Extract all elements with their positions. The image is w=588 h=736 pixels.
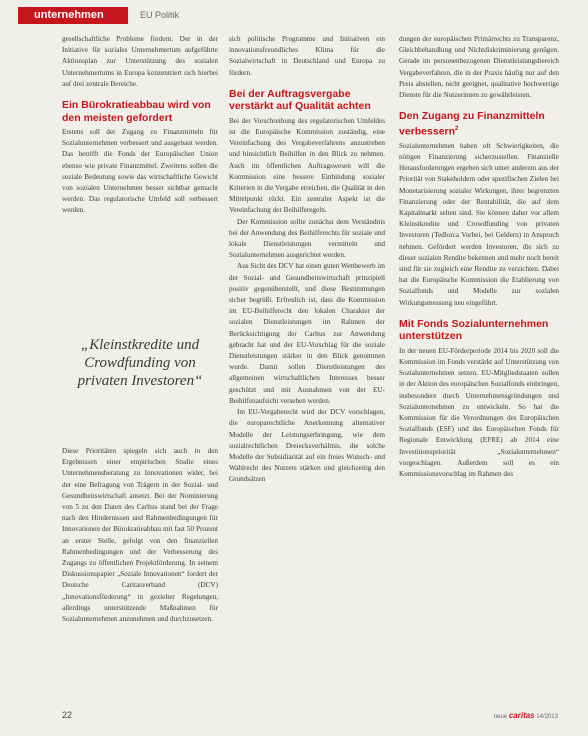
subheading-text: Den Zugang zu Finanzmitteln verbessern bbox=[399, 110, 545, 138]
paragraph: Sozialunternehmen haben oft Schwierigkeiten, die nötigen Finanzierung sicherzustellen. Finanzielle Herausforderungen ergeben sich unter anderem aus der Priorität von Stakeholdern oder spezifischen Zielen bei Monetarisierung sozialer Wirkungen, ihrer begrenzten Finanzierung oder der Rentabilität, die auf dem Kapitalmarkt selten sind. Sie können daher vor allem Kleinstkredite und Crowdfunding von privaten Investoren (Tedlorca Vorbei, bei Geldern) in Anspruch nehmen. Gefördert werden Investoren, die sich zu dieser sozialen Rendite bekennen und mehr noch bereit sind für sie zugleich eine Rendite zu verzichten. Dabei hat die Europäische Kommission die Etablierung von Sozialfonds und Modelle zur sozialen Wirkungsmessung neu eingeführt. bbox=[399, 141, 559, 307]
paragraph: Der Kommission sollte zunächst dem Verständnis bei der Anwendung des Beihilferechts für soziale und lokale Dienstleistungen vermitteln und Sozialunternehmen ausgerichtet werden. bbox=[229, 217, 385, 260]
column-2 bbox=[229, 34, 385, 486]
paragraph: dungen der europäischen Primärrechts zu Transparenz, Gleichbehandlung und Nichtdiskriminierung genügen. Gerade im personenbezogenen Dienstleistungsbereich Vergabeverfahren, die in der Praxis häufig nur auf den Preis abstellen, nicht geeignet, qualitative hochwertige Dienste für die Nutzerinnen zu gewährleisten. bbox=[399, 35, 559, 100]
paragraph: Erstens soll der Zugang zu Finanzmitteln für Sozialunternehmen verbessert und ausgebaut werden. Das betrifft die Fonds der Europäischen Union ebenso wie private Finanzmittel. Zweitens sollen die soziale Bedeutung sowie das wirtschaftliche Gewicht von sozialen Unternehmen besser sichtbar gemacht werden. Das regulatorische Umfeld soll verbessert werden. bbox=[62, 128, 218, 215]
paragraph: gesellschaftliche Probleme fördern. Der in der Initiative für soziales Unternehmertum aufgeführte Aktionsplan zur Unterstützung des sozialen Unternehmertums in Europa konzentriert sich hierbei auf drei zentrale Bereiche. bbox=[62, 35, 218, 88]
paragraph: Bei der Vorschreibung des regulatorischen Umfeldes ist die Europäische Kommission zuständig, eine Vereinfachung des Vergabeverfahrens anzustreben und hinsichtlich Beihilfen in den Blick zu nehmen. Auch im öffentlichen Auftragswesen will die Kommission eine bessere Einbindung sozialer Kriterien in die Vergabe erreichen, die Qualität in den Mittelpunkt rückt. Ein zentraler Aspekt ist die Vereinfachung der Beihilferegeln. bbox=[229, 116, 385, 215]
footnote-marker: 2 bbox=[455, 125, 459, 132]
paragraph: Diese Prioritäten spiegeln sich auch in den Ergebnissen einer empirischen Studie eines Unternehmensberatung zu Innovationen wider, bei der eine Befragung von Trägern in der Sozial- und Gesundheitswirtschaft ansetzt. Bei der Nominierung von 5 zu den Daten des Carltus stand bei der Frage nach den Hindernissen und Rahmenbedingungen für Innovationen der Bürokratieabbau mit fast 50 Prozent an erster Stelle, gefolgt von den finanziellen Rahmenbedingungen und der Verbesserung des Zugangs zu öffentlichen Projektförderung. In seinem Diskussionspapier „Soziale Innovationen“ fordert der Deutsche Caritasverband (DCV) „Innovationsförderung“ in gezielter Regelungen, allerdings unterstützende Maßnahmen für Sozialunternehmen anzunehmen und durchzusetzen. bbox=[62, 447, 218, 624]
subheading: Mit Fonds Sozialunternehmen unterstützen bbox=[399, 317, 549, 343]
subheading: Bei der Auftragsvergabe verstärkt auf Qualität achten bbox=[229, 87, 371, 113]
magazine-info bbox=[494, 711, 558, 720]
issue-number: 14/2013 bbox=[536, 714, 558, 720]
subheading: Ein Bürokratieabbau wird von den meisten gefordert bbox=[62, 99, 211, 124]
section-tab: unternehmen bbox=[18, 7, 128, 24]
paragraph: sich politische Programme und Initiativen ein innovationsfreundliches Klima für die Sozialwirtschaft in Deutschland und Europa zu fördern. bbox=[229, 35, 385, 77]
subheading bbox=[399, 110, 559, 138]
paragraph: Im EU-Vergaberecht wird der DCV vorschlagen, die europarechtliche Anerkennung alternativer Modelle der Leistungserbringung, wie dem sozialrechtlichen Dreiecksverhältnis, die solche Modelle der Subsidiarität auf ein freies Wunsch- und Wahlrecht des Nutzers stärken und gleichzeitig den Grundsätzen bbox=[229, 408, 385, 484]
section-label: EU Politik bbox=[140, 10, 180, 20]
paragraph: Aus Sicht des DCV hat einen guten Wettbewerb im der Sozial- und Gesundheitswirtschaft prinzipiell positiv gegenüberstellt, und diese Bestimmungen sicher begrüßt. Erfreulich ist, dass die Kommission im EU-Beihilferecht den lokalen Charakter der sozialen Dienstleistungen im Rahmen der Berücksichtigung der Carltus zur Anwendung gebracht hat und der EU-Vorschlag für die soziale Dienstleistungen stärker in den Blick genommen wurde. Damit sollen Dienstleistungen des allgemeinen wirtschaftlichen Interesses besser geschützt und mit Ausnahmen von der EU-Beihilfenaufsicht versehen werden. bbox=[229, 262, 385, 405]
page-footer bbox=[0, 700, 588, 736]
paragraph: In der neuen EU-Förderperiode 2014 bis 2020 soll die Kommission im Fonds verstärkt auf Unterstützung von Sozialunternehmen setzen. EU-Mitgliedstaaten sollen in der Aktion des europäischen Sozialfonds einbringen, insbesondere durch Unternehmensgründungen und Sozialunternehmen zu entwickeln. So hat die Kommission für die Verordnungen des Europäischen Sozialfonds (ESF) und des Europäischen Fonds für Regionale Entwicklung (EFRE) ab 2014 eine Investitionspriorität „Sozialunternehmen“ vorgeschlagen. Außerdem soll es ein Kommissionsvorschlag im Rahmen des bbox=[399, 346, 559, 478]
pull-quote: „Kleinstkredite und Crowdfunding von privaten Investoren“ bbox=[77, 337, 203, 389]
magazine-prefix: neue bbox=[493, 714, 508, 720]
column-1 bbox=[62, 34, 218, 217]
page-number: 22 bbox=[62, 710, 73, 720]
magazine-name: caritas bbox=[508, 711, 535, 720]
page-header bbox=[0, 0, 588, 30]
column-1-lower bbox=[62, 446, 218, 625]
column-3 bbox=[399, 34, 559, 480]
